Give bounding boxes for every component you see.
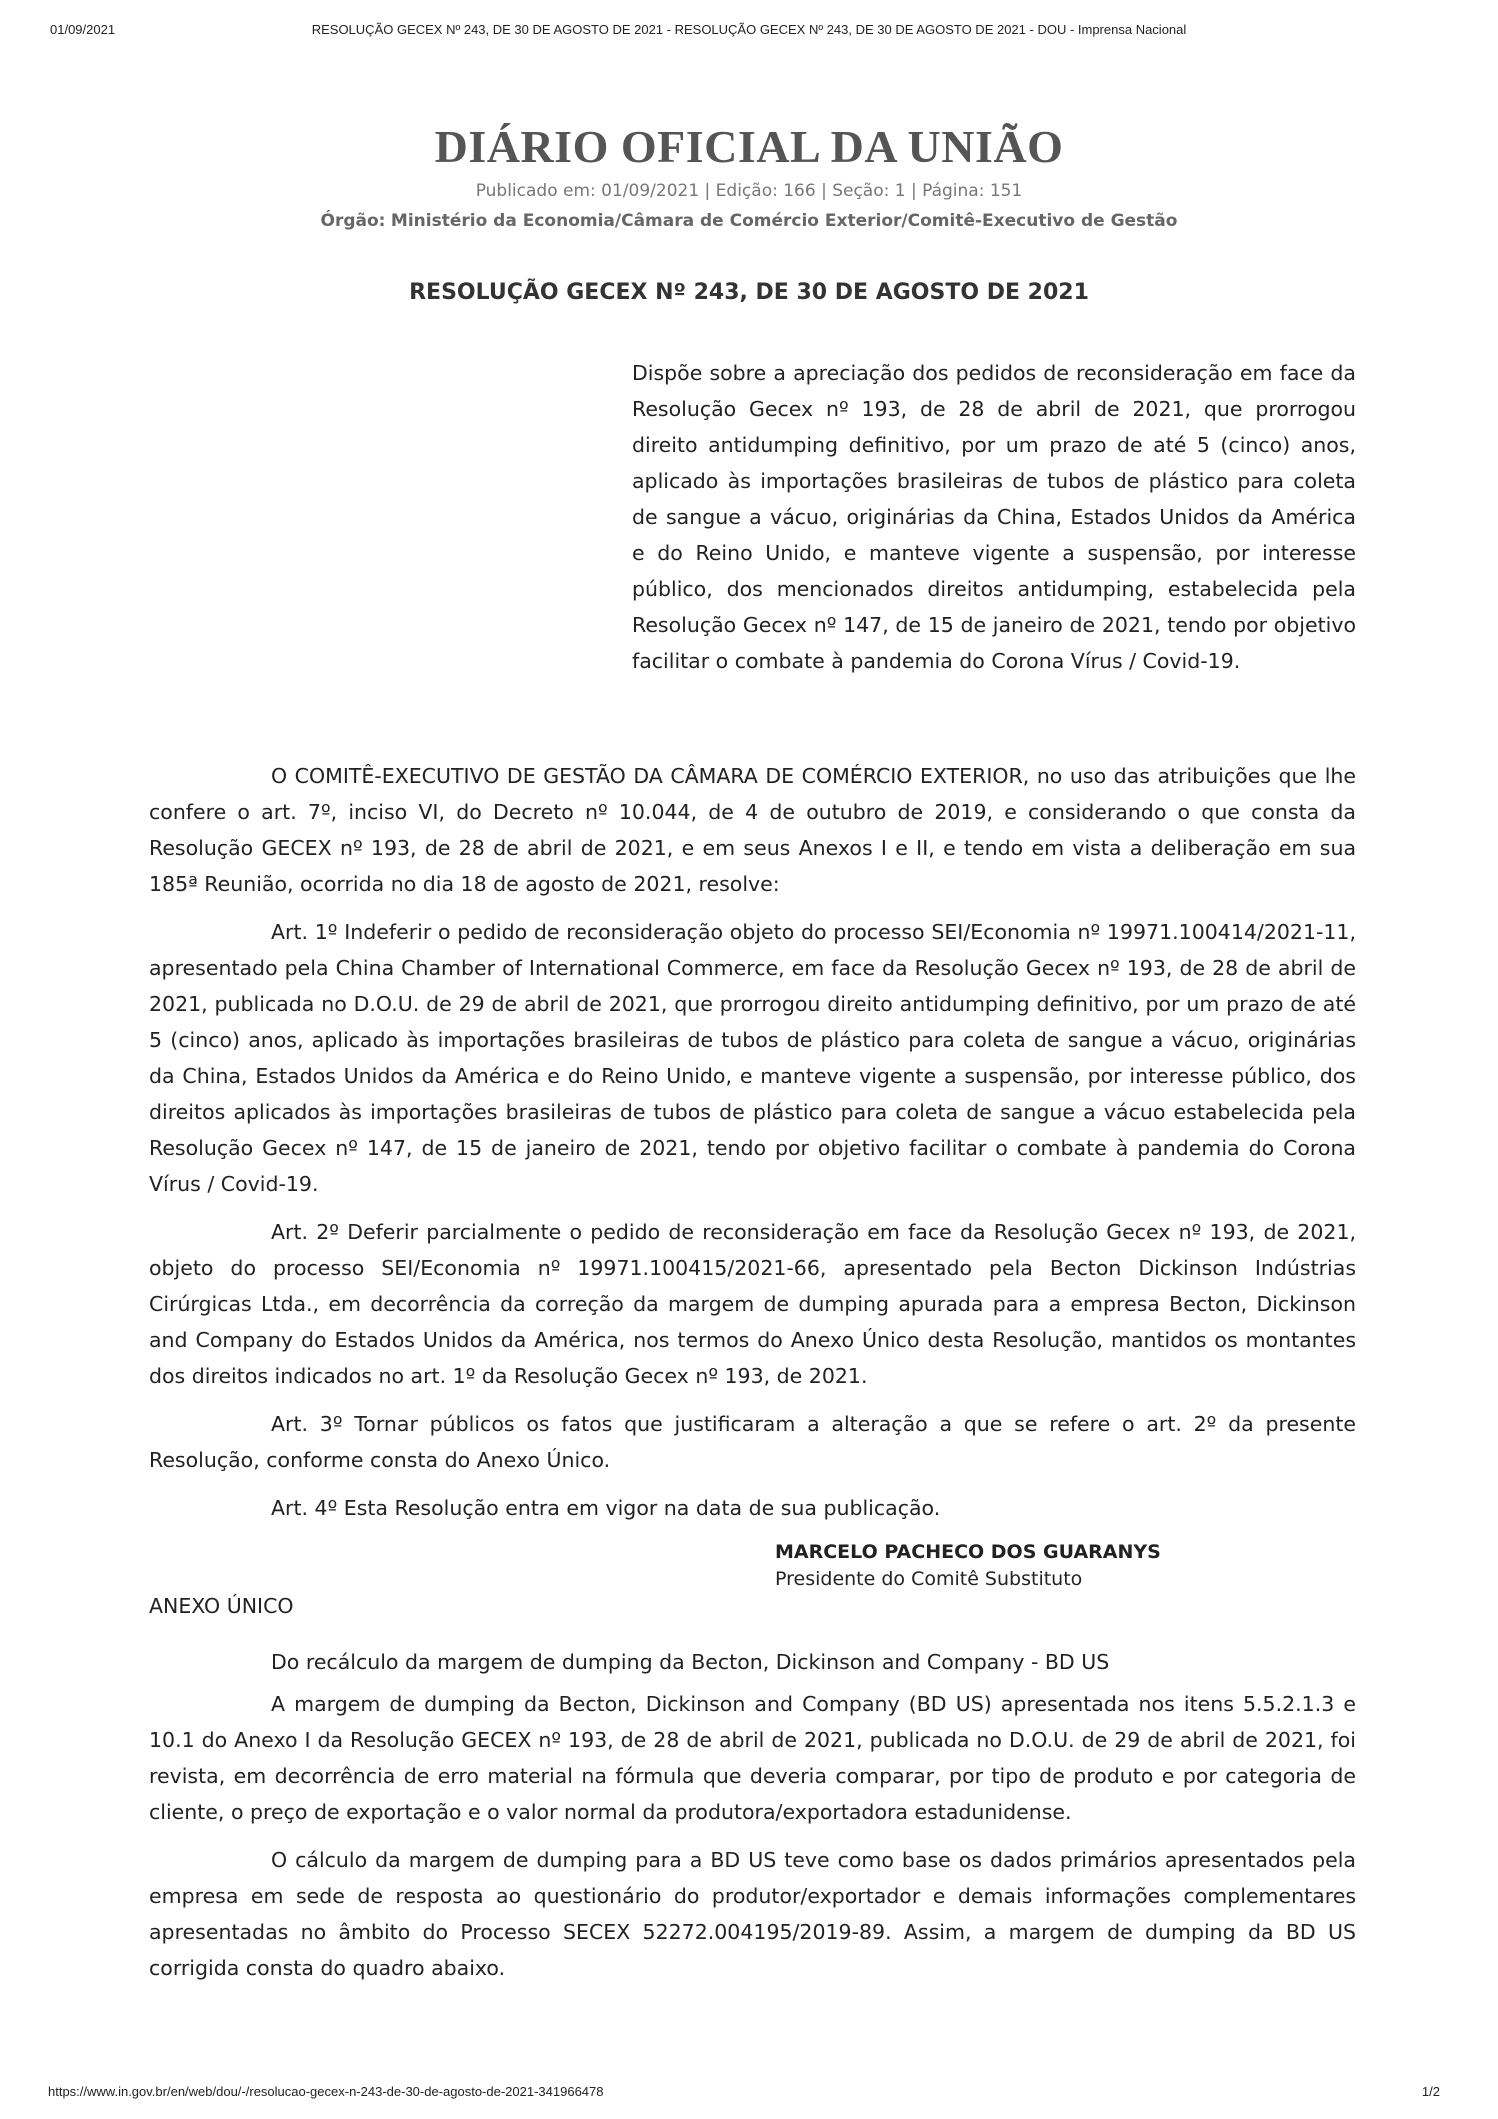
page-url: https://www.in.gov.br/en/web/dou/-/resolucao-gecex-n-243-de-30-de-agosto-de-2021-341966478: [48, 2084, 604, 2099]
signature-block: [775, 1538, 1356, 1592]
masthead-title: DIÁRIO OFICIAL DA UNIÃO: [434, 121, 1064, 172]
orgao-label: Órgão:: [320, 211, 386, 231]
annex-paragraph-1: A margem de dumping da Becton, Dickinson and Company (BD US) apresentada nos itens 5.5.2.1.3 e 10.1 do Anexo I da Resolução GECEX nº 193, de 28 de abril de 2021, publicada no D.O.U. de 29 de abril de 2021, foi revista, em decorrência de erro material na fórmula que deveria comparar, por tipo de produto e por categoria de cliente, o preço de exportação e o valor normal da produtora/exportadora estadunidense.: [149, 1692, 1356, 1824]
publication-meta: Publicado em: 01/09/2021 | Edição: 166 | Seção: 1 | Página: 151: [475, 181, 1023, 201]
article-4: Art. 4º Esta Resolução entra em vigor na data de sua publicação.: [271, 1496, 941, 1520]
article-3: Art. 3º Tornar públicos os fatos que justificaram a alteração a que se refere o art. 2º da presente Resolução, conforme consta do Anexo Único.: [149, 1412, 1356, 1472]
resolution-body: [149, 758, 1356, 1998]
orgao-line: [0, 211, 1498, 231]
preamble: O COMITÊ-EXECUTIVO DE GESTÃO DA CÂMARA DE COMÉRCIO EXTERIOR, no uso das atribuições que lhe confere o art. 7º, inciso VI, do Decreto nº 10.044, de 4 de outubro de 2019, e considerando o que consta da Resolução GECEX nº 193, de 28 de abril de 2021, e em seus Anexos I e II, e tendo em vista a deliberação em sua 185ª Reunião, ocorrida no dia 18 de agosto de 2021, resolve:: [149, 764, 1356, 896]
annex-paragraph-2: O cálculo da margem de dumping para a BD US teve como base os dados primários apresentados pela empresa em sede de resposta ao questionário do produtor/exportador e demais informações complementares apresentadas no âmbito do Processo SECEX 52272.004195/2019-89. Assim, a margem de dumping da BD US corrigida consta do quadro abaixo.: [149, 1848, 1356, 1980]
annex-title: ANEXO ÚNICO: [149, 1594, 294, 1618]
page-number: 1/2: [1421, 2084, 1440, 2099]
orgao-value: Ministério da Economia/Câmara de Comércio Exterior/Comitê-Executivo de Gestão: [390, 211, 1178, 231]
article-2: Art. 2º Deferir parcialmente o pedido de reconsideração em face da Resolução Gecex nº 193, de 2021, objeto do processo SEI/Economia nº 19971.100415/2021-66, apresentado pela Becton Dickinson Indústrias Cirúrgicas Ltda., em decorrência da correção da margem de dumping apurada para a empresa Becton, Dickinson and Company do Estados Unidos da América, nos termos do Anexo Único desta Resolução, mantidos os montantes dos direitos indicados no art. 1º da Resolução Gecex nº 193, de 2021.: [149, 1220, 1356, 1388]
ementa: Dispõe sobre a apreciação dos pedidos de reconsideração em face da Resolução Gecex nº 193, de 28 de abril de 2021, que prorrogou direito antidumping definitivo, por um prazo de até 5 (cinco) anos, aplicado às importações brasileiras de tubos de plástico para coleta de sangue a vácuo, originárias da China, Estados Unidos da América e do Reino Unido, e manteve vigente a suspensão, por interesse público, dos mencionados direitos antidumping, estabelecida pela Resolução Gecex nº 147, de 15 de janeiro de 2021, tendo por objetivo facilitar o combate à pandemia do Corona Vírus / Covid-19.: [632, 361, 1356, 673]
article-1: Art. 1º Indeferir o pedido de reconsideração objeto do processo SEI/Economia nº 19971.100414/2021-11, apresentado pela China Chamber of International Commerce, em face da Resolução Gecex nº 193, de 28 de abril de 2021, publicada no D.O.U. de 29 de abril de 2021, que prorrogou direito antidumping definitivo, por um prazo de até 5 (cinco) anos, aplicado às importações brasileiras de tubos de plástico para coleta de sangue a vácuo, originárias da China, Estados Unidos da América e do Reino Unido, e manteve vigente a suspensão, por interesse público, dos direitos aplicados às importações brasileiras de tubos de plástico para coleta de sangue a vácuo estabelecida pela Resolução Gecex nº 147, de 15 de janeiro de 2021, tendo por objetivo facilitar o combate à pandemia do Corona Vírus / Covid-19.: [149, 920, 1356, 1196]
signatory-name: MARCELO PACHECO DOS GUARANYS: [775, 1541, 1161, 1563]
masthead: [0, 120, 1498, 231]
print-page-title: RESOLUÇÃO GECEX Nº 243, DE 30 DE AGOSTO DE 2021 - RESOLUÇÃO GECEX Nº 243, DE 30 DE AGOSTO DE 2021 - DOU - Imprensa Nacional: [311, 22, 1187, 37]
print-date: 01/09/2021: [50, 22, 116, 37]
signatory-role: Presidente do Comitê Substituto: [775, 1568, 1083, 1590]
annex-subtitle: Do recálculo da margem de dumping da Becton, Dickinson and Company - BD US: [271, 1650, 1110, 1674]
resolution-title: RESOLUÇÃO GECEX Nº 243, DE 30 DE AGOSTO DE 2021: [409, 280, 1089, 305]
